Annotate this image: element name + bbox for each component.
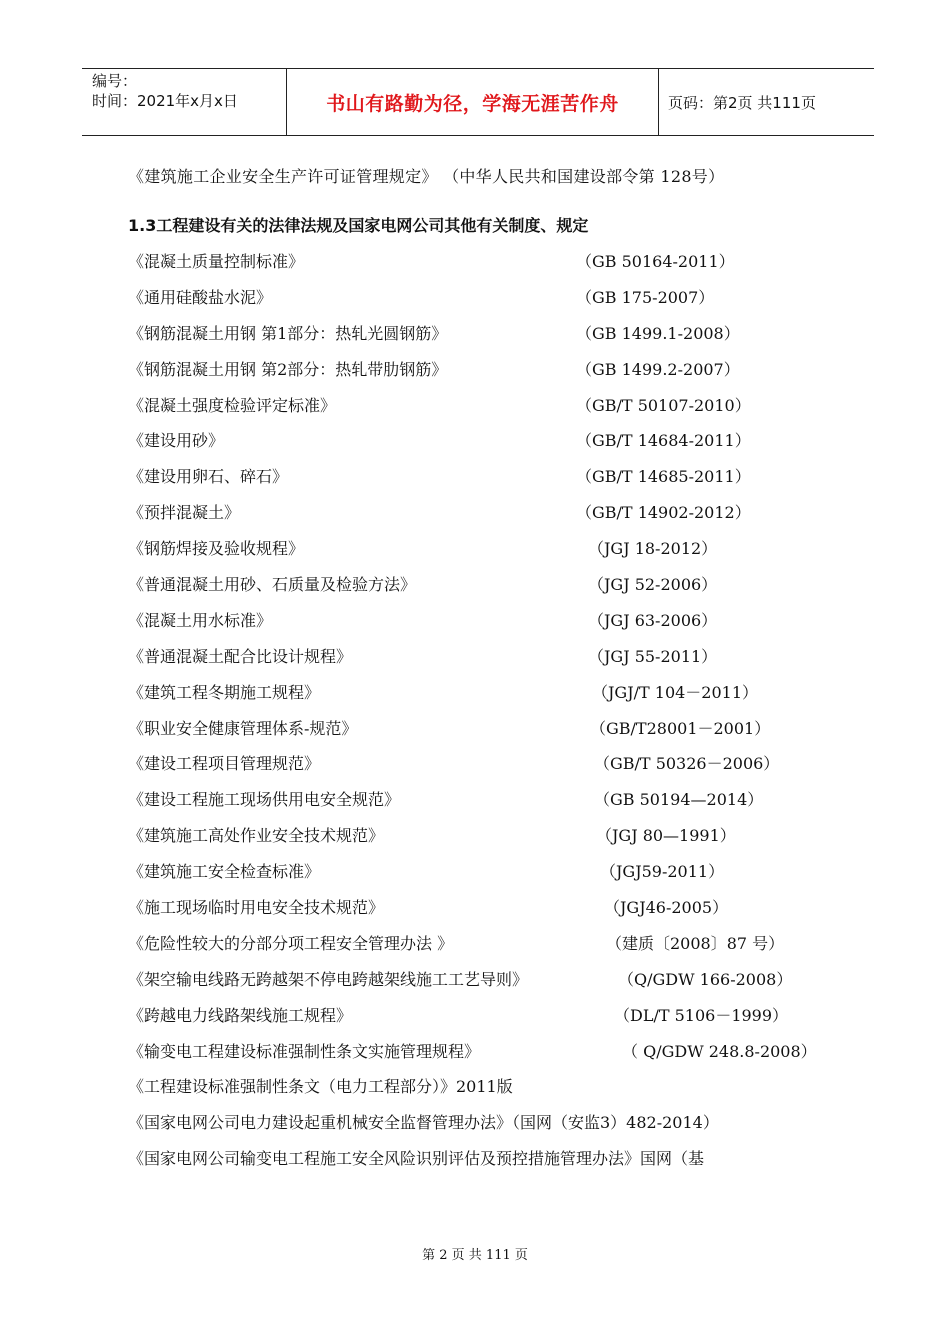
reference-title: 《钢筋焊接及验收规程》 bbox=[128, 539, 305, 559]
reference-code: （Q/GDW 166-2008） bbox=[618, 969, 793, 989]
reference-item bbox=[128, 531, 838, 567]
reference-item bbox=[128, 244, 838, 280]
header-motto: 书山有路勤为径，学海无涯苦作舟 bbox=[326, 92, 619, 115]
reference-item bbox=[128, 352, 838, 388]
reference-code: （JGJ 63-2006） bbox=[588, 610, 718, 630]
reference-item bbox=[128, 567, 838, 603]
reference-title: 《施工现场临时用电安全技术规范》 bbox=[128, 898, 385, 918]
reference-item bbox=[128, 639, 838, 675]
reference-title: 《预拌混凝土》 bbox=[128, 503, 241, 523]
reference-code: （DL/T 5106－1999） bbox=[614, 1005, 789, 1025]
header-meta bbox=[92, 71, 287, 111]
reference-item bbox=[128, 746, 838, 782]
reference-item bbox=[128, 1141, 838, 1177]
reference-item bbox=[128, 890, 838, 926]
reference-item bbox=[128, 675, 838, 711]
reference-code: （GB/T 14902-2012） bbox=[576, 503, 751, 523]
reference-code: （JGJ 18-2012） bbox=[588, 539, 718, 559]
reference-code: （GB/T 14684-2011） bbox=[576, 431, 751, 451]
intro-paragraph: 《建筑施工企业安全生产许可证管理规定》 （中华人民共和国建设部令第 128号） bbox=[128, 167, 725, 186]
reference-item bbox=[128, 711, 838, 747]
reference-item bbox=[128, 1105, 838, 1141]
reference-title: 《国家电网公司电力建设起重机械安全监督管理办法》（国网（安监3）482-2014） bbox=[128, 1113, 719, 1133]
document-number-label: 编号： bbox=[92, 72, 138, 90]
page-header bbox=[82, 68, 874, 136]
reference-title: 《混凝土用水标准》 bbox=[128, 610, 273, 630]
reference-code: （GB/T 14685-2011） bbox=[576, 467, 751, 487]
reference-title: 《普通混凝土配合比设计规程》 bbox=[128, 646, 353, 666]
reference-code: （GB 1499.1-2008） bbox=[576, 323, 740, 343]
reference-item bbox=[128, 423, 838, 459]
reference-code: （GB/T28001－2001） bbox=[590, 718, 771, 738]
reference-title: 《建筑工程冬期施工规程》 bbox=[128, 682, 321, 702]
header-divider bbox=[658, 69, 659, 135]
reference-list bbox=[128, 244, 838, 1177]
reference-title: 《国家电网公司输变电工程施工安全风险识别评估及预控措施管理办法》国网（基 bbox=[128, 1149, 705, 1169]
section-heading: 1.3工程建设有关的法律法规及国家电网公司其他有关制度、规定 bbox=[128, 216, 589, 235]
reference-title: 《建设工程项目管理规范》 bbox=[128, 754, 321, 774]
reference-code: （JGJ59-2011） bbox=[600, 862, 725, 882]
reference-code: （JGJ46-2005） bbox=[604, 898, 729, 918]
reference-item bbox=[128, 388, 838, 424]
reference-code: （JGJ 80—1991） bbox=[596, 826, 736, 846]
reference-code: （GB/T 50326－2006） bbox=[594, 754, 780, 774]
reference-item bbox=[128, 926, 838, 962]
page-footer: 第 2 页 共 111 页 bbox=[422, 1248, 528, 1263]
reference-item bbox=[128, 998, 838, 1034]
reference-item bbox=[128, 603, 838, 639]
reference-title: 《建设工程施工现场供用电安全规范》 bbox=[128, 790, 401, 810]
reference-code: （建质〔2008〕87 号） bbox=[606, 933, 785, 953]
reference-item bbox=[128, 1034, 838, 1070]
reference-title: 《普通混凝土用砂、石质量及检验方法》 bbox=[128, 575, 417, 595]
reference-item bbox=[128, 818, 838, 854]
reference-item bbox=[128, 495, 838, 531]
reference-title: 《危险性较大的分部分项工程安全管理办法 》 bbox=[128, 933, 454, 953]
document-time-label: 时间：2021年x月x日 bbox=[92, 92, 238, 110]
reference-code: （JGJ/T 104－2011） bbox=[592, 682, 759, 702]
reference-item bbox=[128, 1069, 838, 1105]
reference-code: （ Q/GDW 248.8-2008） bbox=[622, 1041, 817, 1061]
reference-item bbox=[128, 316, 838, 352]
reference-title: 《混凝土强度检验评定标准》 bbox=[128, 395, 337, 415]
reference-title: 《混凝土质量控制标准》 bbox=[128, 252, 305, 271]
reference-title: 《钢筋混凝土用钢 第2部分：热轧带肋钢筋》 bbox=[128, 359, 448, 379]
reference-title: 《建设用卵石、碎石》 bbox=[128, 467, 289, 487]
reference-title: 《建筑施工高处作业安全技术规范》 bbox=[128, 826, 385, 846]
reference-title: 《工程建设标准强制性条文（电力工程部分）》2011版 bbox=[128, 1077, 513, 1097]
reference-code: （JGJ 52-2006） bbox=[588, 575, 718, 595]
reference-title: 《输变电工程建设标准强制性条文实施管理规程》 bbox=[128, 1041, 481, 1061]
reference-title: 《职业安全健康管理体系-规范》 bbox=[128, 718, 358, 738]
reference-code: （GB 175-2007） bbox=[576, 287, 715, 307]
reference-code: （GB/T 50107-2010） bbox=[576, 395, 751, 415]
reference-title: 《钢筋混凝土用钢 第1部分：热轧光圆钢筋》 bbox=[128, 323, 448, 343]
reference-item bbox=[128, 459, 838, 495]
reference-title: 《建筑施工安全检查标准》 bbox=[128, 862, 321, 882]
reference-item bbox=[128, 854, 838, 890]
reference-title: 《架空输电线路无跨越架不停电跨越架线施工工艺导则》 bbox=[128, 969, 529, 989]
reference-code: （JGJ 55-2011） bbox=[588, 646, 718, 666]
header-page-number: 页码：第2页 共111页 bbox=[668, 93, 816, 112]
reference-code: （GB 50164-2011） bbox=[576, 252, 735, 271]
reference-item bbox=[128, 962, 838, 998]
reference-item bbox=[128, 782, 838, 818]
document-body bbox=[128, 160, 838, 1177]
reference-item bbox=[128, 280, 838, 316]
reference-title: 《通用硅酸盐水泥》 bbox=[128, 287, 273, 307]
reference-code: （GB 50194—2014） bbox=[594, 790, 764, 810]
reference-code: （GB 1499.2-2007） bbox=[576, 359, 740, 379]
reference-title: 《跨越电力线路架线施工规程》 bbox=[128, 1005, 353, 1025]
reference-title: 《建设用砂》 bbox=[128, 431, 225, 451]
